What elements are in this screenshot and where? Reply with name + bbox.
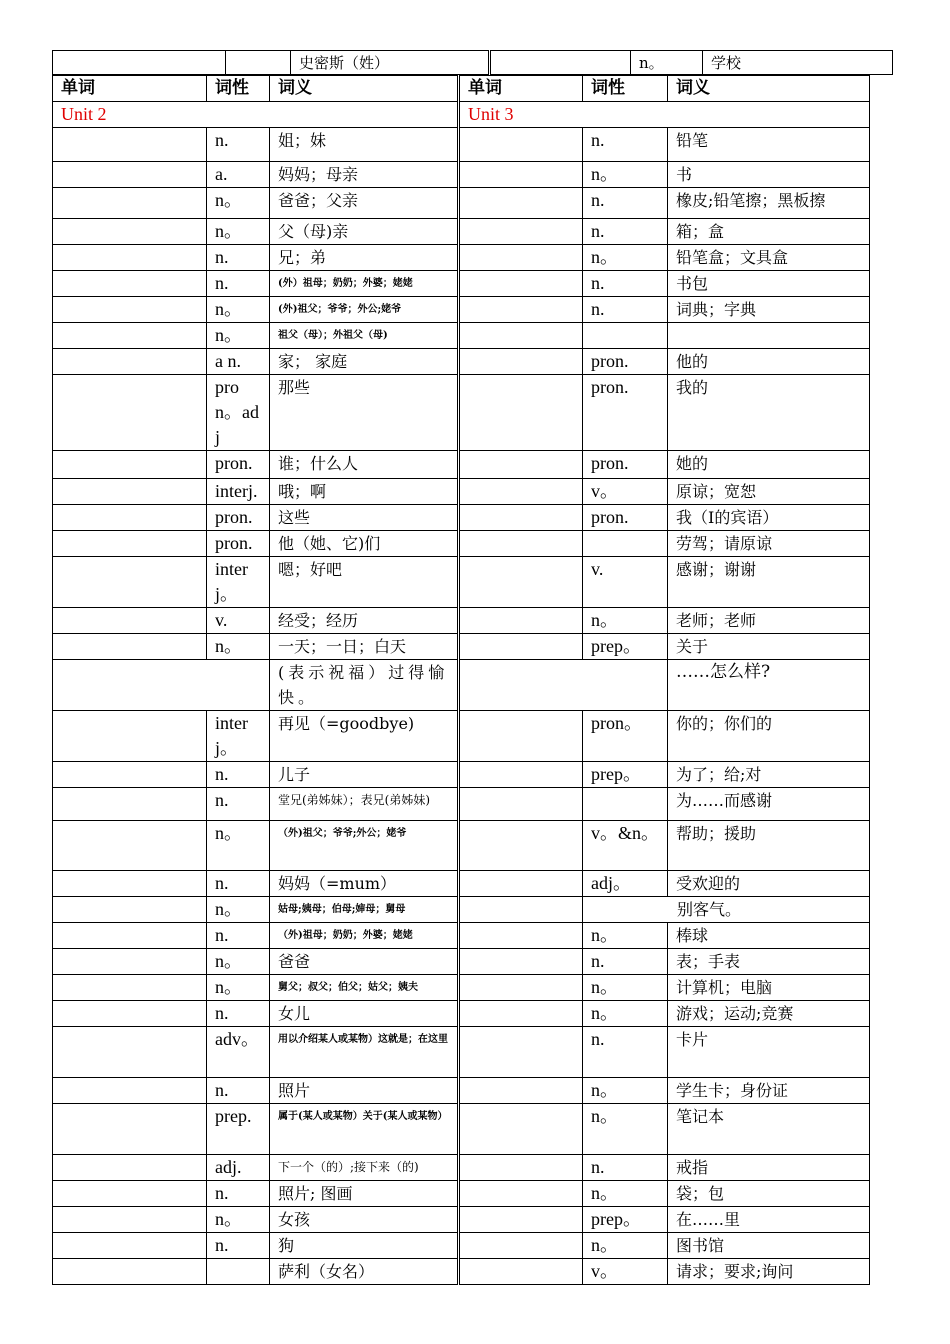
word-cell: [459, 557, 583, 608]
table-row: [53, 557, 870, 608]
meaning-cell: 计算机；电脑: [668, 975, 870, 1001]
meaning-cell: 再见（=goodbye): [270, 711, 459, 762]
word-cell: [459, 1181, 583, 1207]
top-strip-cell: [226, 51, 291, 75]
meaning-cell: 嗯；好吧: [270, 557, 459, 608]
pos-cell: n。: [207, 975, 270, 1001]
meaning-cell: 用以介绍某人或某物）这就是；在这里: [270, 1027, 459, 1078]
pos-cell: n。: [583, 1078, 668, 1104]
table-row: [53, 323, 870, 349]
table-row: [53, 1259, 870, 1285]
pos-cell: n。: [583, 245, 668, 271]
table-row: [53, 1207, 870, 1233]
meaning-cell: 那些: [270, 375, 459, 451]
meaning-cell: 祖父（母）；外祖父（母): [270, 323, 459, 349]
meaning-cell: 关于: [668, 634, 870, 660]
meaning-cell: 劳驾；请原谅: [668, 531, 870, 557]
pos-cell: n.: [207, 1233, 270, 1259]
word-cell: [53, 219, 207, 245]
meaning-cell: 箱；盒: [668, 219, 870, 245]
table-row: [53, 1104, 870, 1155]
meaning-cell: (表示祝福）过得愉快。: [270, 660, 459, 711]
pos-cell: n。: [583, 975, 668, 1001]
pos-cell: n.: [583, 271, 668, 297]
meaning-cell: 爸爸: [270, 949, 459, 975]
meaning-cell: 橡皮;铅笔擦；黑板擦: [668, 188, 870, 219]
pos-cell: n。: [207, 219, 270, 245]
meaning-cell: 兄；弟: [270, 245, 459, 271]
meaning-cell: 你的；你们的: [668, 711, 870, 762]
pos-cell: adj。: [583, 871, 668, 897]
word-cell: [459, 1259, 583, 1285]
meaning-cell: 女孩: [270, 1207, 459, 1233]
word-cell: [459, 162, 583, 188]
table-row: [53, 1233, 870, 1259]
pos-cell: pron.: [583, 505, 668, 531]
word-cell: [53, 897, 207, 923]
meaning-cell: 帮助；援助: [668, 821, 870, 871]
table-row: [53, 788, 870, 821]
pos-cell: n.: [583, 188, 668, 219]
pos-cell: [207, 1259, 270, 1285]
meaning-cell: 原谅；宽恕: [668, 479, 870, 505]
meaning-cell: 姑母;姨母；伯母;婶母；舅母: [270, 897, 459, 923]
meaning-cell: 别客气。: [583, 897, 870, 923]
pos-cell: n。: [583, 162, 668, 188]
table-row: [53, 162, 870, 188]
meaning-cell: 父（母)亲: [270, 219, 459, 245]
word-cell: [53, 128, 207, 162]
table-row: [53, 375, 870, 451]
pos-cell: n.: [207, 1181, 270, 1207]
word-cell: [53, 505, 207, 531]
word-cell: [459, 634, 583, 660]
pos-cell: n。: [583, 1104, 668, 1155]
meaning-cell: 她的: [668, 451, 870, 479]
meaning-cell: 照片; 图画: [270, 1181, 459, 1207]
word-cell: [459, 531, 583, 557]
top-strip-cell: [53, 51, 226, 75]
pos-cell: pron。: [583, 711, 668, 762]
meaning-cell: ……怎么样?: [668, 660, 870, 711]
top-strip-pos: n。: [631, 51, 703, 75]
pos-cell: n。: [207, 897, 270, 923]
word-cell: [53, 1104, 207, 1155]
meaning-cell: （外)祖父；爷爷;外公；姥爷: [270, 821, 459, 871]
word-cell: [53, 1259, 207, 1285]
table-row: [53, 608, 870, 634]
word-cell: [53, 531, 207, 557]
pos-cell: n.: [583, 1027, 668, 1078]
word-cell: [53, 608, 207, 634]
table-row: [53, 128, 870, 162]
meaning-cell: 游戏；运动;竞赛: [668, 1001, 870, 1027]
word-cell: [53, 711, 207, 762]
meaning-cell: 书包: [668, 271, 870, 297]
table-row: [53, 1181, 870, 1207]
unit-row: [53, 102, 870, 128]
pos-cell: n.: [583, 128, 668, 162]
pos-cell: adv。: [207, 1027, 270, 1078]
meaning-cell: 妈妈；母亲: [270, 162, 459, 188]
table-row: [53, 871, 870, 897]
pos-cell: v。: [583, 1259, 668, 1285]
meaning-cell: 舅父；叔父；伯父；姑父；姨夫: [270, 975, 459, 1001]
pos-cell: n。: [583, 1233, 668, 1259]
pos-cell: n。: [207, 634, 270, 660]
meaning-cell: 卡片: [668, 1027, 870, 1078]
pos-cell: a n.: [207, 349, 270, 375]
pos-cell: prep.: [207, 1104, 270, 1155]
pos-cell: v.: [207, 608, 270, 634]
table-row: [53, 531, 870, 557]
pos-cell: n。: [207, 297, 270, 323]
table-row: [53, 821, 870, 871]
table-row: [53, 660, 870, 711]
meaning-cell: 学生卡；身份证: [668, 1078, 870, 1104]
meaning-cell: 儿子: [270, 762, 459, 788]
word-cell: [459, 821, 583, 871]
table-row: [53, 923, 870, 949]
word-cell: [459, 128, 583, 162]
pos-cell: n。: [583, 608, 668, 634]
word-cell: [53, 297, 207, 323]
pos-cell: n.: [207, 762, 270, 788]
pos-cell: n。: [207, 188, 270, 219]
vocabulary-table: [52, 75, 870, 1285]
word-cell: [53, 762, 207, 788]
pos-cell: n.: [583, 1155, 668, 1181]
meaning-cell: 照片: [270, 1078, 459, 1104]
pos-cell: [583, 531, 668, 557]
meaning-cell: 哦；啊: [270, 479, 459, 505]
word-cell: [53, 271, 207, 297]
meaning-cell: 狗: [270, 1233, 459, 1259]
meaning-cell: (外)祖父；爷爷；外公;姥爷: [270, 297, 459, 323]
header-meaning: 词义: [668, 76, 870, 102]
pos-cell: n.: [207, 788, 270, 821]
meaning-cell: 请求；要求;询问: [668, 1259, 870, 1285]
word-cell: [53, 1233, 207, 1259]
header-row: [53, 76, 870, 102]
pos-cell: n.: [207, 1001, 270, 1027]
meaning-cell: 在……里: [668, 1207, 870, 1233]
pos-cell: pron.: [583, 349, 668, 375]
pos-cell: interj。: [207, 711, 270, 762]
pos-cell: n.: [207, 1078, 270, 1104]
meaning-cell: 妈妈（=mum）: [270, 871, 459, 897]
unit-label-right: Unit 3: [459, 102, 870, 128]
word-cell: [53, 1181, 207, 1207]
meaning-cell: 女儿: [270, 1001, 459, 1027]
word-cell: [459, 1027, 583, 1078]
meaning-cell: 词典；字典: [668, 297, 870, 323]
word-cell: [459, 505, 583, 531]
pos-cell: n。: [583, 1001, 668, 1027]
pos-cell: [583, 323, 668, 349]
table-row: [53, 479, 870, 505]
word-cell: [459, 949, 583, 975]
meaning-cell: 铅笔盒；文具盒: [668, 245, 870, 271]
header-meaning: 词义: [270, 76, 459, 102]
pos-cell: n。: [207, 821, 270, 871]
pos-cell: prep。: [583, 1207, 668, 1233]
meaning-cell: 书: [668, 162, 870, 188]
word-cell: [459, 245, 583, 271]
meaning-cell: 谁；什么人: [270, 451, 459, 479]
word-cell: [459, 219, 583, 245]
word-cell: [459, 897, 583, 923]
pos-cell: n.: [207, 245, 270, 271]
meaning-cell: 他的: [668, 349, 870, 375]
meaning-cell: 受欢迎的: [668, 871, 870, 897]
word-cell: [53, 451, 207, 479]
pos-cell: pron。adj: [207, 375, 270, 451]
pos-cell: n。: [207, 323, 270, 349]
header-word: 单词: [459, 76, 583, 102]
pos-cell: v.: [583, 557, 668, 608]
meaning-cell: 姐；妹: [270, 128, 459, 162]
table-row: [53, 975, 870, 1001]
pos-cell: pron.: [583, 375, 668, 451]
pos-cell: n.: [207, 128, 270, 162]
word-cell: [53, 1001, 207, 1027]
word-cell: [459, 762, 583, 788]
word-cell: [459, 871, 583, 897]
meaning-cell: 为……而感谢: [668, 788, 870, 821]
word-cell: [53, 923, 207, 949]
word-cell: [53, 1155, 207, 1181]
meaning-cell: 为了；给;对: [668, 762, 870, 788]
table-row: [53, 897, 870, 923]
word-cell: [459, 660, 668, 711]
meaning-cell: 他（她、它)们: [270, 531, 459, 557]
meaning-cell: 下一个（的）;接下来（的): [270, 1155, 459, 1181]
meaning-cell: 老师；老师: [668, 608, 870, 634]
word-cell: [459, 479, 583, 505]
pos-cell: n。: [583, 923, 668, 949]
top-strip-meaning: 史密斯（姓）: [291, 51, 490, 75]
word-cell: [459, 297, 583, 323]
pos-cell: [583, 788, 668, 821]
meaning-cell: 家； 家庭: [270, 349, 459, 375]
word-cell: [459, 1001, 583, 1027]
meaning-cell: [668, 323, 870, 349]
pos-cell: n.: [207, 923, 270, 949]
pos-cell: n.: [583, 219, 668, 245]
word-cell: [53, 245, 207, 271]
meaning-cell: 图书馆: [668, 1233, 870, 1259]
table-row: [53, 1027, 870, 1078]
table-row: [53, 711, 870, 762]
table-row: [53, 949, 870, 975]
word-cell: [53, 634, 207, 660]
meaning-cell: 经受；经历: [270, 608, 459, 634]
word-cell: [53, 479, 207, 505]
meaning-cell: 笔记本: [668, 1104, 870, 1155]
header-word: 单词: [53, 76, 207, 102]
top-strip-cell: [490, 51, 631, 75]
pos-cell: a.: [207, 162, 270, 188]
meaning-cell: （外)祖母；奶奶；外婆；姥姥: [270, 923, 459, 949]
meaning-cell: 表；手表: [668, 949, 870, 975]
table-row: [53, 1001, 870, 1027]
pos-cell: pron.: [207, 505, 270, 531]
pos-cell: interj。: [207, 557, 270, 608]
pos-cell: pron.: [207, 531, 270, 557]
meaning-cell: 戒指: [668, 1155, 870, 1181]
word-cell: [459, 323, 583, 349]
table-row: [53, 219, 870, 245]
word-cell: [53, 162, 207, 188]
pos-cell: n.: [207, 271, 270, 297]
pos-cell: prep。: [583, 634, 668, 660]
pos-cell: adj.: [207, 1155, 270, 1181]
meaning-cell: 这些: [270, 505, 459, 531]
meaning-cell: 我的: [668, 375, 870, 451]
pos-cell: n。: [583, 1181, 668, 1207]
pos-cell: v。&n。: [583, 821, 668, 871]
table-row: [53, 762, 870, 788]
table-row: [53, 451, 870, 479]
word-cell: [459, 711, 583, 762]
meaning-cell: 铅笔: [668, 128, 870, 162]
word-cell: [459, 608, 583, 634]
pos-cell: n。: [207, 949, 270, 975]
pos-cell: pron.: [583, 451, 668, 479]
word-cell: [53, 323, 207, 349]
table-row: [53, 1155, 870, 1181]
word-cell: [53, 821, 207, 871]
word-cell: [53, 949, 207, 975]
word-cell: [459, 1233, 583, 1259]
word-cell: [459, 1207, 583, 1233]
meaning-cell: 萨利（女名）: [270, 1259, 459, 1285]
word-cell: [53, 1027, 207, 1078]
word-cell: [53, 375, 207, 451]
table-row: [53, 245, 870, 271]
meaning-cell: 爸爸；父亲: [270, 188, 459, 219]
pos-cell: n。: [207, 1207, 270, 1233]
table-row: [53, 188, 870, 219]
pos-cell: v。: [583, 479, 668, 505]
meaning-cell: (外）祖母；奶奶；外婆；姥姥: [270, 271, 459, 297]
word-cell: [459, 1078, 583, 1104]
table-row: [53, 634, 870, 660]
meaning-cell: 堂兄(弟姊妹）；表兄(弟姊妹): [270, 788, 459, 821]
pos-cell: prep。: [583, 762, 668, 788]
meaning-cell: 棒球: [668, 923, 870, 949]
table-row: [53, 349, 870, 375]
table-row: [53, 505, 870, 531]
pos-cell: n.: [207, 871, 270, 897]
word-cell: [459, 1104, 583, 1155]
word-cell: [459, 188, 583, 219]
word-cell: [53, 1078, 207, 1104]
word-cell: [459, 451, 583, 479]
unit-label-left: Unit 2: [53, 102, 459, 128]
table-row: [53, 1078, 870, 1104]
header-pos: 词性: [583, 76, 668, 102]
meaning-cell: 一天；一日；白天: [270, 634, 459, 660]
word-cell: [459, 375, 583, 451]
word-cell: [459, 788, 583, 821]
word-cell: [53, 871, 207, 897]
word-cell: [459, 271, 583, 297]
pos-cell: interj.: [207, 479, 270, 505]
pos-cell: n.: [583, 949, 668, 975]
word-cell: [53, 660, 270, 711]
pos-cell: n.: [583, 297, 668, 323]
table-row: [53, 271, 870, 297]
word-cell: [53, 1207, 207, 1233]
word-cell: [459, 975, 583, 1001]
top-strip-meaning: 学校: [703, 51, 893, 75]
word-cell: [53, 188, 207, 219]
meaning-cell: 袋；包: [668, 1181, 870, 1207]
meaning-cell: 属于(某人或某物）关于(某人或某物）: [270, 1104, 459, 1155]
table-row: [53, 297, 870, 323]
top-strip: [52, 50, 892, 75]
word-cell: [53, 975, 207, 1001]
word-cell: [459, 923, 583, 949]
word-cell: [459, 1155, 583, 1181]
word-cell: [53, 788, 207, 821]
header-pos: 词性: [207, 76, 270, 102]
meaning-cell: 我（I的宾语）: [668, 505, 870, 531]
word-cell: [53, 557, 207, 608]
word-cell: [53, 349, 207, 375]
word-cell: [459, 349, 583, 375]
pos-cell: pron.: [207, 451, 270, 479]
meaning-cell: 感谢；谢谢: [668, 557, 870, 608]
